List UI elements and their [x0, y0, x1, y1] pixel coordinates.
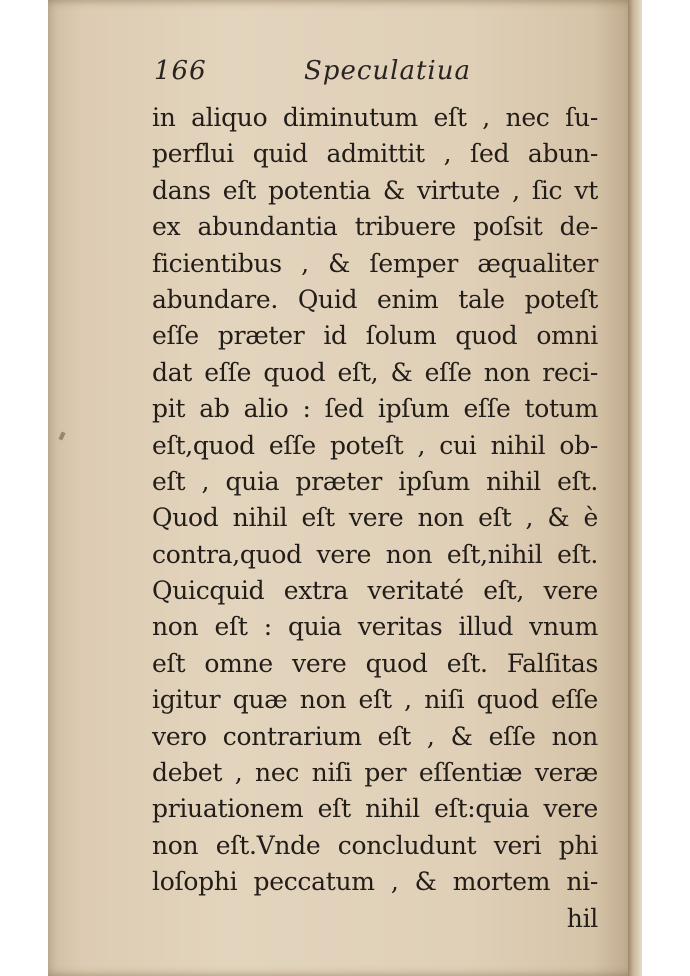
text-line: eſt omne vere quod eſt. Falſitas	[152, 648, 598, 678]
text-line: loſophi peccatum , & mortem ni-	[152, 867, 598, 897]
text-line: ex abundantia tribuere poſsit de-	[152, 212, 598, 242]
text-line: perflui quid admittit , ſed abun-	[152, 139, 598, 169]
text-line: debet , nec niſi per eſſentiæ veræ	[152, 758, 598, 788]
text-line: Quicquid extra veritaté eſt, vere	[152, 576, 598, 606]
text-line: pit ab alio : ſed ipſum eſſe totum	[152, 394, 598, 424]
text-line: non eſt.Vnde concludunt veri phi	[152, 830, 598, 860]
text-line: dans eſt potentia & virtute , ſic vt	[152, 175, 598, 205]
body-text	[152, 100, 598, 937]
text-line: eſſe præter id ſolum quod omni	[152, 321, 598, 351]
running-head: Speculatiua	[304, 56, 471, 86]
text-line: in aliquo diminutum eſt , nec ſu-	[152, 103, 598, 132]
text-line: vero contrarium eſt , & eſſe non	[152, 721, 598, 751]
text-line: priuationem eſt nihil eſt:quia vere	[152, 794, 598, 824]
text-line: contra,quod vere non eſt,nihil eſt.	[152, 539, 598, 569]
text-line: eſt , quia præter ipſum nihil eſt.	[152, 466, 598, 496]
text-line: eſt,quod eſſe poteſt , cui nihil ob-	[152, 430, 598, 460]
page-header	[154, 52, 594, 92]
text-line: dat eſſe quod eſt, & eſſe non reci-	[152, 357, 598, 387]
page-edge	[628, 0, 642, 976]
text-line: igitur quæ non eſt , niſi quod eſſe	[152, 685, 598, 715]
text-line: non eſt : quia veritas illud vnum	[152, 612, 598, 642]
page-number: 166	[154, 56, 207, 86]
catchword: hil	[566, 903, 598, 933]
text-line: abundare. Quid enim tale poteſt	[152, 284, 598, 314]
text-line: Quod nihil eſt vere non eſt , & è	[152, 503, 598, 533]
text-line: ficientibus , & ſemper æqualiter	[152, 248, 598, 278]
